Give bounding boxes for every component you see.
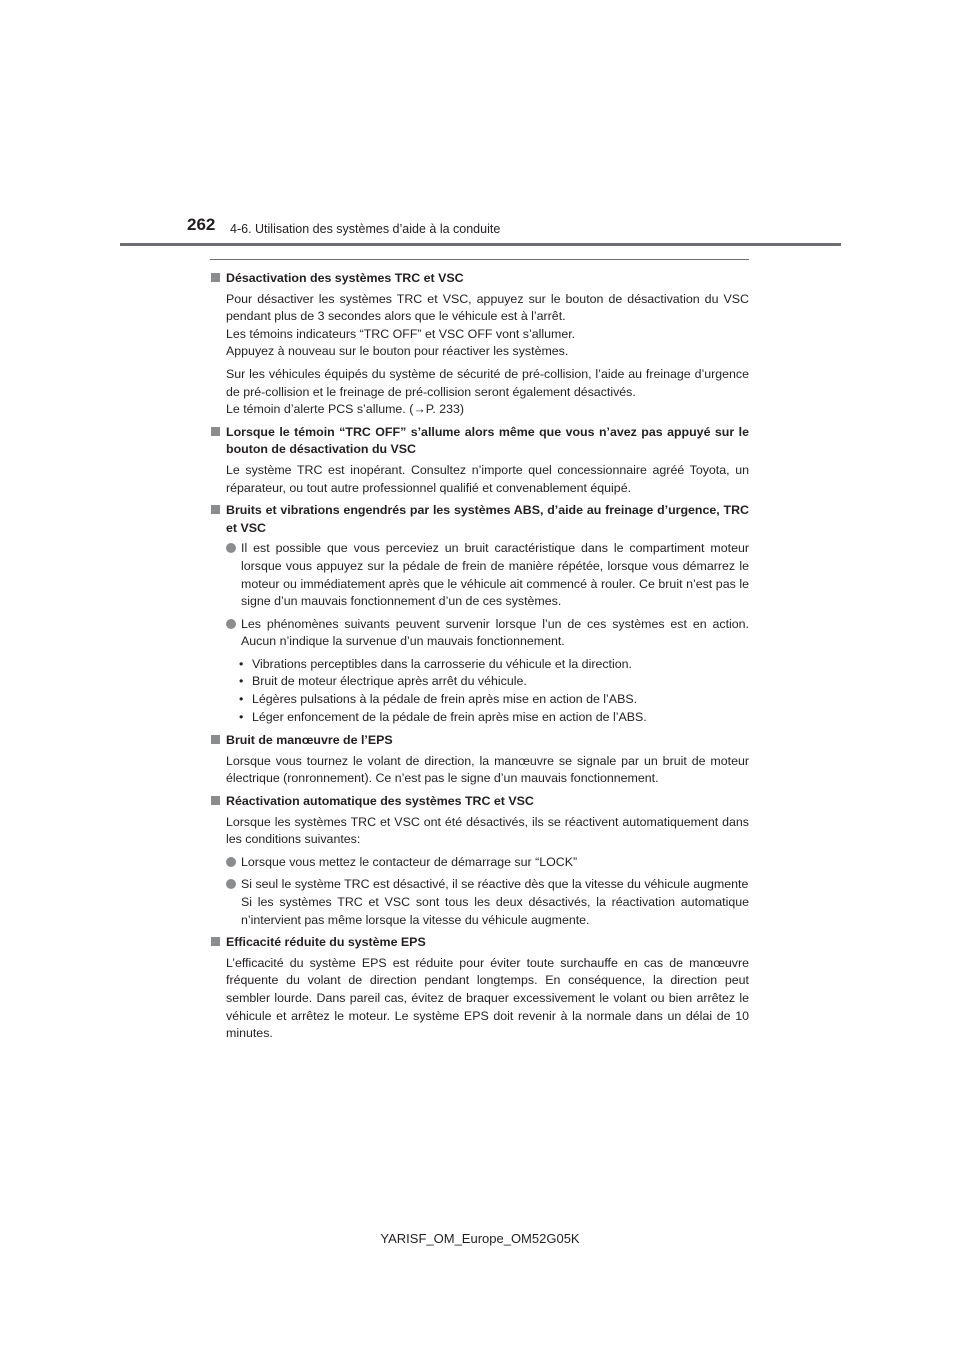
circle-bullet-icon <box>226 879 236 889</box>
section-eps-noise <box>210 732 749 788</box>
text-line: Lorsque les systèmes TRC et VSC ont été désactivés, ils se réactivent automatiquement dans les conditions suivantes: <box>226 814 749 847</box>
sub-item <box>239 691 749 709</box>
bullet-text: Les phénomènes suivants peuvent survenir lorsque l’un de ces systèmes est en action. Aucun n’indique la survenue d’un mauvais fonctionnement. <box>241 616 749 649</box>
square-bullet-icon <box>211 273 220 282</box>
section-eps-reduced-efficiency <box>210 934 749 1043</box>
bullet-item <box>210 876 749 929</box>
circle-bullet-icon <box>226 543 236 553</box>
square-bullet-icon <box>211 735 220 744</box>
bullet-text: Si les systèmes TRC et VSC sont tous les deux désactivés, la réactivation automatique n’intervient pas même lorsque la vitesse du véhicule augmente. <box>241 895 749 927</box>
text-line: Les témoins indicateurs “TRC OFF” et VSC OFF vont s’allumer. <box>226 326 576 341</box>
paragraph <box>210 955 749 1043</box>
text-line: Le système TRC est inopérant. Consultez n’importe quel concessionnaire agréé Toyota, un réparateur, ou tout autre professionnel qualifié et convenablement équipé. <box>226 462 749 495</box>
paragraph <box>210 462 749 497</box>
section-auto-reactivation <box>210 793 749 929</box>
text-line: L’efficacité du système EPS est réduite pour éviter toute surchauffe en cas de manœuvre fréquente du volant de direction pendant longtemps. En conséquence, la direction peut sembler lourde. Dans pareil cas, évitez de braquer excessivement le volant ou bien arrêtez le véhicule et arrêtez le moteur. Le système EPS doit revenir à la normale dans un délai de 10 minutes. <box>226 955 749 1041</box>
heading-text: Lorsque le témoin “TRC OFF” s’allume alors même que vous n’avez pas appuyé sur le bouton de désactivation du VSC <box>226 424 749 457</box>
footer-doc-code: YARISF_OM_Europe_OM52G05K <box>380 1231 580 1246</box>
paragraph <box>210 814 749 849</box>
bullet-text: Lorsque vous mettez le contacteur de démarrage sur “LOCK” <box>241 854 578 869</box>
text-line: Lorsque vous tournez le volant de direction, la manœuvre se signale par un bruit de moteur électrique (ronronnement). Ce n’est pas le signe d’un mauvais fonctionnement. <box>226 753 749 786</box>
text-line: Pour désactiver les systèmes TRC et VSC, appuyez sur le bouton de désactivation du VSC pendant plus de 3 secondes alors que le véhicule est à l’arrêt. <box>226 291 749 324</box>
section-heading <box>210 502 749 537</box>
circle-bullet-icon <box>226 857 236 867</box>
bullet-text: Si seul le système TRC est désactivé, il se réactive dès que la vitesse du véhicule augmente <box>241 877 749 892</box>
section-heading <box>210 793 749 811</box>
heading-text: Bruit de manœuvre de l’EPS <box>226 733 393 748</box>
heading-text: Réactivation automatique des systèmes TRC et VSC <box>226 794 534 809</box>
paragraph <box>210 291 749 361</box>
page-number: 262 <box>187 215 216 234</box>
heading-text: Bruits et vibrations engendrés par les systèmes ABS, d’aide au freinage d’urgence, TRC et VSC <box>226 503 749 535</box>
sub-item-text: Léger enfoncement de la pédale de frein après mise en action de l’ABS. <box>252 709 647 724</box>
square-bullet-icon <box>211 505 220 514</box>
paragraph <box>210 366 749 419</box>
dot-icon: • <box>239 674 244 689</box>
section-noise-vibration <box>210 502 749 726</box>
square-bullet-icon <box>211 937 220 946</box>
text-line: Appuyez à nouveau sur le bouton pour réactiver les systèmes. <box>226 344 569 359</box>
bullet-item <box>210 540 749 610</box>
dot-icon: • <box>239 656 244 671</box>
dot-icon: • <box>239 709 244 724</box>
paragraph <box>210 753 749 788</box>
sub-item-list <box>210 656 749 726</box>
text-line: Sur les véhicules équipés du système de sécurité de pré-collision, l’aide au freinage d’urgence de pré-collision et le freinage de pré-collision seront également désactivés. <box>226 366 749 399</box>
section-heading <box>210 270 749 288</box>
section-heading <box>210 934 749 952</box>
section-trc-vsc-deactivation <box>210 270 749 419</box>
circle-bullet-icon <box>226 619 236 629</box>
section-trc-off-indicator <box>210 424 749 497</box>
sub-item <box>239 673 749 691</box>
square-bullet-icon <box>211 796 220 805</box>
header-rule <box>120 243 841 246</box>
dot-icon: • <box>239 692 244 707</box>
sub-item <box>239 709 749 727</box>
sub-item <box>239 656 749 674</box>
heading-text: Désactivation des systèmes TRC et VSC <box>226 271 464 285</box>
sub-item-text: Bruit de moteur électrique après arrêt du véhicule. <box>252 674 527 689</box>
chapter-title: 4-6. Utilisation des systèmes d’aide à la conduite <box>230 222 501 236</box>
bullet-item <box>210 854 749 872</box>
section-heading <box>210 732 749 750</box>
heading-text: Efficacité réduite du système EPS <box>226 935 426 950</box>
content <box>210 259 749 1048</box>
sub-item-text: Vibrations perceptibles dans la carrosserie du véhicule et la direction. <box>252 656 632 671</box>
bullet-item <box>210 616 749 651</box>
section-heading <box>210 424 749 459</box>
bullet-text: Il est possible que vous perceviez un bruit caractéristique dans le compartiment moteur lorsque vous appuyez sur la pédale de frein de manière répétée, lorsque vous démarrez le moteur ou immédiatement après que le véhicule ait commencé à rouler. Ce bruit n’est pas le signe d’un mauvais fonctionnement d’un de ces systèmes. <box>241 541 749 609</box>
sub-item-text: Légères pulsations à la pédale de frein après mise en action de l’ABS. <box>252 692 638 707</box>
square-bullet-icon <box>211 427 220 436</box>
text-line: Le témoin d’alerte PCS s’allume. (→P. 233) <box>226 402 465 417</box>
